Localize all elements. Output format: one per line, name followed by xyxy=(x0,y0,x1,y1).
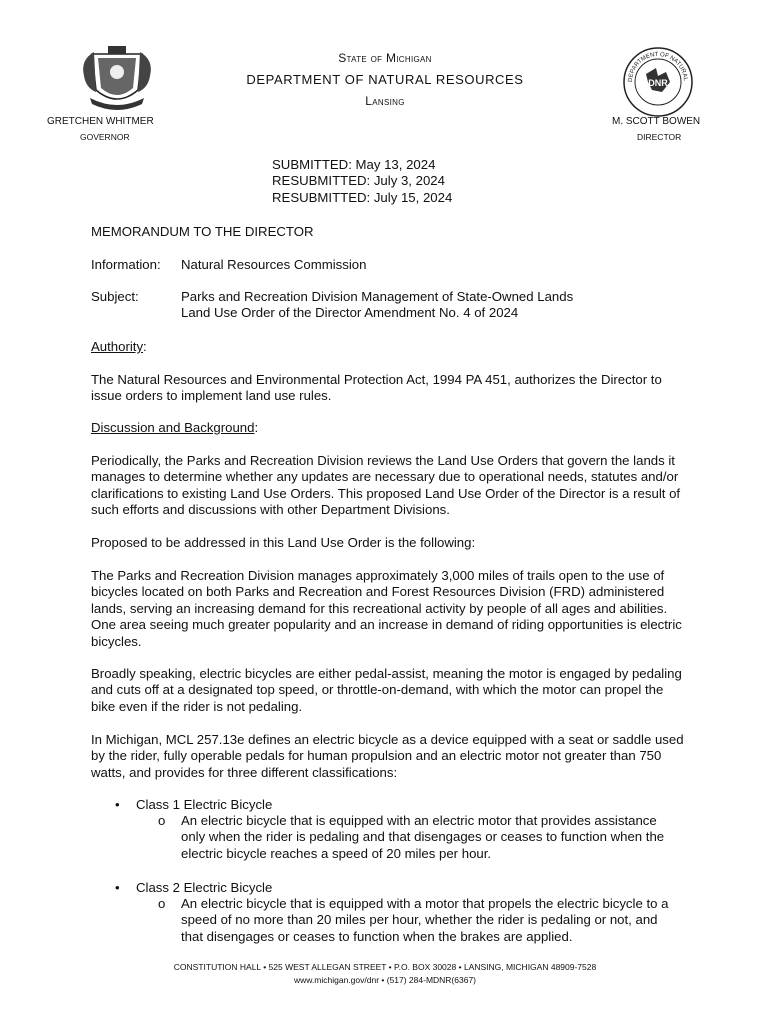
class-description-text: An electric bicycle that is equipped with an electric motor that provides assistance only when the rider is pedaling and that disengages or ceases to function when the electric bicycle reaches a speed of 20 miles per hour. xyxy=(181,813,665,861)
footer-address: CONSTITUTION HALL • 525 WEST ALLEGAN STREET • P.O. BOX 30028 • LANSING, MICHIGAN 48909-7528 xyxy=(173,962,597,972)
subject-line-2: Land Use Order of the Director Amendment No. 4 of 2024 xyxy=(181,305,519,320)
department-name: DEPARTMENT OF NATURAL RESOURCES xyxy=(246,72,524,87)
department-heading xyxy=(0,72,770,87)
class-description xyxy=(158,813,673,862)
subject-row xyxy=(91,289,573,305)
director-title: DIRECTOR xyxy=(637,132,682,142)
class-name: Class 2 Electric Bicycle xyxy=(136,880,273,895)
information-value: Natural Resources Commission xyxy=(181,257,367,272)
dnr-seal-ring-text: DEPARTMENT OF NATURAL xyxy=(627,51,688,83)
sub-bullet-icon: o xyxy=(158,813,166,828)
state-heading xyxy=(0,51,770,65)
resubmitted-date-2: RESUBMITTED: July 15, 2024 xyxy=(272,189,453,205)
authority-heading-text: Authority xyxy=(91,339,144,354)
discussion-heading: Discussion and Background: xyxy=(91,420,259,435)
sub-bullet-icon: o xyxy=(158,896,166,911)
class-item xyxy=(115,880,675,896)
submission-dates xyxy=(272,157,452,206)
state-name: State of Michigan xyxy=(338,51,432,65)
city-heading xyxy=(0,94,770,108)
dnr-seal-text: DNR xyxy=(648,78,668,88)
subject-line-1: Parks and Recreation Division Management of State-Owned Lands xyxy=(181,289,574,304)
governor-title: GOVERNOR xyxy=(80,132,130,142)
information-label: Information: xyxy=(91,257,161,272)
governor-name: GRETCHEN WHITMER xyxy=(47,116,154,127)
director-name: M. SCOTT BOWEN xyxy=(612,116,701,127)
authority-text: The Natural Resources and Environmental Protection Act, 1994 PA 451, authorizes the Director to issue orders to implement land use rules. xyxy=(91,372,662,404)
discussion-paragraph-2: Proposed to be addressed in this Land Use Order is the following: xyxy=(91,535,476,550)
authority-heading: Authority: xyxy=(91,339,147,354)
submitted-date: SUBMITTED: May 13, 2024 xyxy=(272,157,436,172)
discussion-paragraph-1: Periodically, the Parks and Recreation Division reviews the Land Use Orders that govern the lands it manages to determine whether any updates are necessary due to operational needs, statutes and/or clarifications to existing Land Use Orders. This proposed Land Use Order of the Director is a result of such efforts and discussions with other Department Divisions. xyxy=(91,453,681,518)
discussion-paragraph-5: In Michigan, MCL 257.13e defines an electric bicycle as a device equipped with a seat or saddle used by the rider, fully operable pedals for human propulsion and an electric motor not greater than 750 watts, and provides for three different classifications: xyxy=(91,732,684,780)
information-row xyxy=(91,257,366,273)
resubmitted-date-1: RESUBMITTED: July 3, 2024 xyxy=(272,173,445,189)
memo-title: MEMORANDUM TO THE DIRECTOR xyxy=(91,224,314,239)
class-description-text: An electric bicycle that is equipped with a motor that propels the electric bicycle to a speed of no more than 20 miles per hour, whether the rider is pedaling or not, and that disengages or ceases to function when the brakes are applied. xyxy=(181,896,669,944)
class-description xyxy=(158,896,673,945)
discussion-paragraph-4: Broadly speaking, electric bicycles are either pedal-assist, meaning the motor is engaged by pedaling and cuts off at a designated top speed, or throttle-on-demand, with which the motor can propel the bike even if the rider is not pedaling. xyxy=(91,666,682,714)
city-name: Lansing xyxy=(365,94,405,108)
discussion-paragraph-3: The Parks and Recreation Division manages approximately 3,000 miles of trails open to the use of bicycles located on both Parks and Recreation and Forest Resources Division (FRD) administered lands, serving an increasing demand for this recreational activity by people of all ages and abilities. One area seeing much greater popularity and an increase in demand of riding opportunities is electric bicycles. xyxy=(91,568,682,649)
class-item xyxy=(115,797,675,813)
subject-label: Subject: xyxy=(91,289,139,304)
bullet-icon: • xyxy=(115,797,120,812)
discussion-heading-text: Discussion and Background xyxy=(91,420,255,435)
bullet-icon: • xyxy=(115,880,120,895)
class-name: Class 1 Electric Bicycle xyxy=(136,797,273,812)
footer-contact: www.michigan.gov/dnr • (517) 284-MDNR(6367) xyxy=(293,975,477,985)
